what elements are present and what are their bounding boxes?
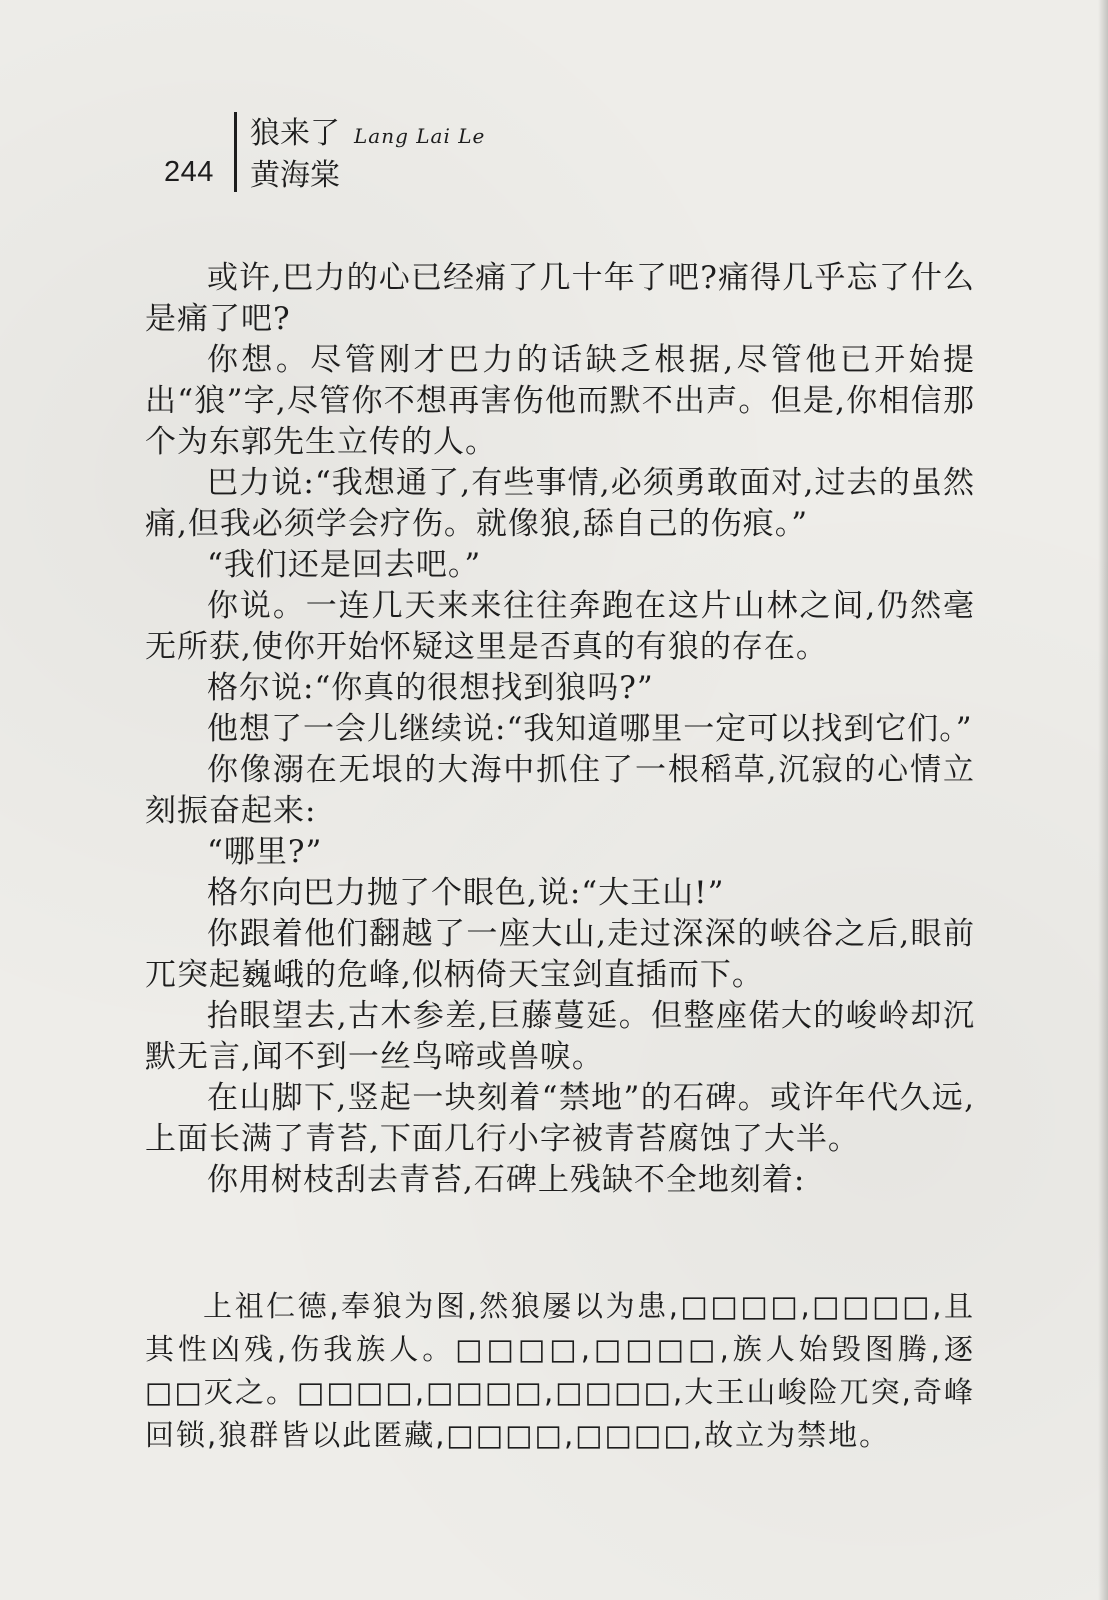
running-header [160,112,760,202]
paragraph: 或许,巴力的心已经痛了几十年了吧?痛得几乎忘了什么是痛了吧? [145,260,975,337]
paragraph: 你想。尽管刚才巴力的话缺乏根据,尽管他已开始提出“狼”字,尽管你不想再害伤他而默不出声。但是,你相信那个为东郭先生立传的人。 [145,342,975,460]
book-title-pinyin: Lang Lai Le [354,124,486,148]
body-text [145,258,975,1201]
paragraph: 在山脚下,竖起一块刻着“禁地”的石碑。或许年代久远,上面长满了青苔,下面几行小字被青苔腐蚀了大半。 [145,1080,975,1157]
book-title [250,116,485,154]
stone-tablet-inscription: 上祖仁德,奉狼为图,然狼屡以为患,□□□□,□□□□,且其性凶残,伤我族人。□□□□,□□□□,族人始毁图腾,逐□□灭之。□□□□,□□□□,□□□□,大王山峻险兀突,奇峰回锁,狼群皆以此匿藏,□□□□,□□□□,故立为禁地。 [145,1289,975,1452]
paragraph: “我们还是回去吧。” [207,547,482,583]
page-edge-shadow [1098,0,1108,1600]
paragraph: 他想了一会儿继续说:“我知道哪里一定可以找到它们。” [207,711,973,747]
paragraph: 你像溺在无垠的大海中抓住了一根稻草,沉寂的心情立刻振奋起来: [145,752,975,829]
book-author: 黄海棠 [250,158,340,193]
paragraph: 格尔说:“你真的很想找到狼吗?” [207,670,654,706]
book-title-chinese: 狼来了 [250,116,340,151]
paragraph: 你说。一连几天来来往往奔跑在这片山林之间,仍然毫无所获,使你开始怀疑这里是否真的有狼的存在。 [145,588,975,665]
paragraph: 巴力说:“我想通了,有些事情,必须勇敢面对,过去的虽然痛,但我必须学会疗伤。就像狼,舔自己的伤痕。” [145,465,975,542]
paragraph: “哪里?” [207,834,323,870]
paragraph: 你跟着他们翻越了一座大山,走过深深的峡谷之后,眼前兀突起巍峨的危峰,似柄倚天宝剑直插而下。 [145,916,975,993]
header-divider [234,112,237,192]
page-number: 244 [164,156,214,188]
paragraph: 你用树枝刮去青苔,石碑上残缺不全地刻着: [207,1162,806,1198]
paragraph: 抬眼望去,古木参差,巨藤蔓延。但整座偌大的峻岭却沉默无言,闻不到一丝鸟啼或兽唳。 [145,998,975,1075]
paragraph: 格尔向巴力抛了个眼色,说:“大王山!” [207,875,725,911]
